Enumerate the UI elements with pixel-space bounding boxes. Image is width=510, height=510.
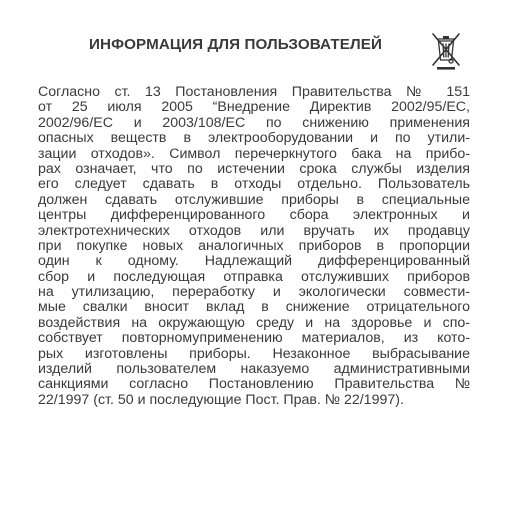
text-line: рах означает, что по истечении срока службы изделия (38, 160, 470, 177)
text-line: сбор и последующая отправка отслуживших приборов (38, 268, 470, 285)
crossed-out-wheeled-bin-icon (429, 30, 463, 70)
text-line: санкциями согласно Постановлению Правительства № (38, 376, 470, 393)
text-line: электротехнических отходов или вручать их продавцу (38, 222, 470, 239)
disposal-notice-text (38, 85, 470, 408)
text-line: зации отходов». Символ перечеркнутого бака на прибо- (38, 145, 470, 162)
text-line: на утилизацию, переработку и экологически совмести- (38, 284, 470, 301)
text-line: мые свалки вносит вклад в снижение отрицательного (38, 299, 470, 316)
text-line: опасных веществ в электрооборудовании и по утили- (38, 130, 470, 147)
text-line: рых изготовлены приборы. Незаконное выбрасывание (38, 345, 470, 362)
text-line: воздействия на окружающую среду и на здоровье и спо- (38, 314, 470, 331)
text-line: собствует повторномуприменению материалов, из кото- (38, 330, 470, 347)
text-line: 2002/96/ЕС и 2003/108/ЕС по снижению применения (38, 114, 470, 131)
text-line: при покупке новых аналогичных приборов в пропорции (38, 237, 470, 254)
text-line: должен сдавать отслужившие приборы в специальные (38, 191, 470, 208)
text-line: от 25 июля 2005 “Внедрение Директив 2002/95/ЕС, (38, 99, 470, 116)
text-line: 22/1997 (ст. 50 и последующие Пост. Прав. № 22/1997). (38, 391, 404, 408)
text-line: один к одному. Надлежащий дифференцированный (38, 253, 470, 270)
page-title: ИНФОРМАЦИЯ ДЛЯ ПОЛЬЗОВАТЕЛЕЙ (89, 36, 382, 53)
text-line: центры дифференцированного сбора электронных и (38, 207, 470, 224)
header (0, 30, 470, 70)
text-line: Согласно ст. 13 Постановления Правительства № 151 (38, 84, 470, 100)
text-line: его следует сдавать в отходы отдельно. Пользователь (38, 176, 470, 193)
text-line: изделий пользователем наказуемо административными (38, 361, 470, 378)
